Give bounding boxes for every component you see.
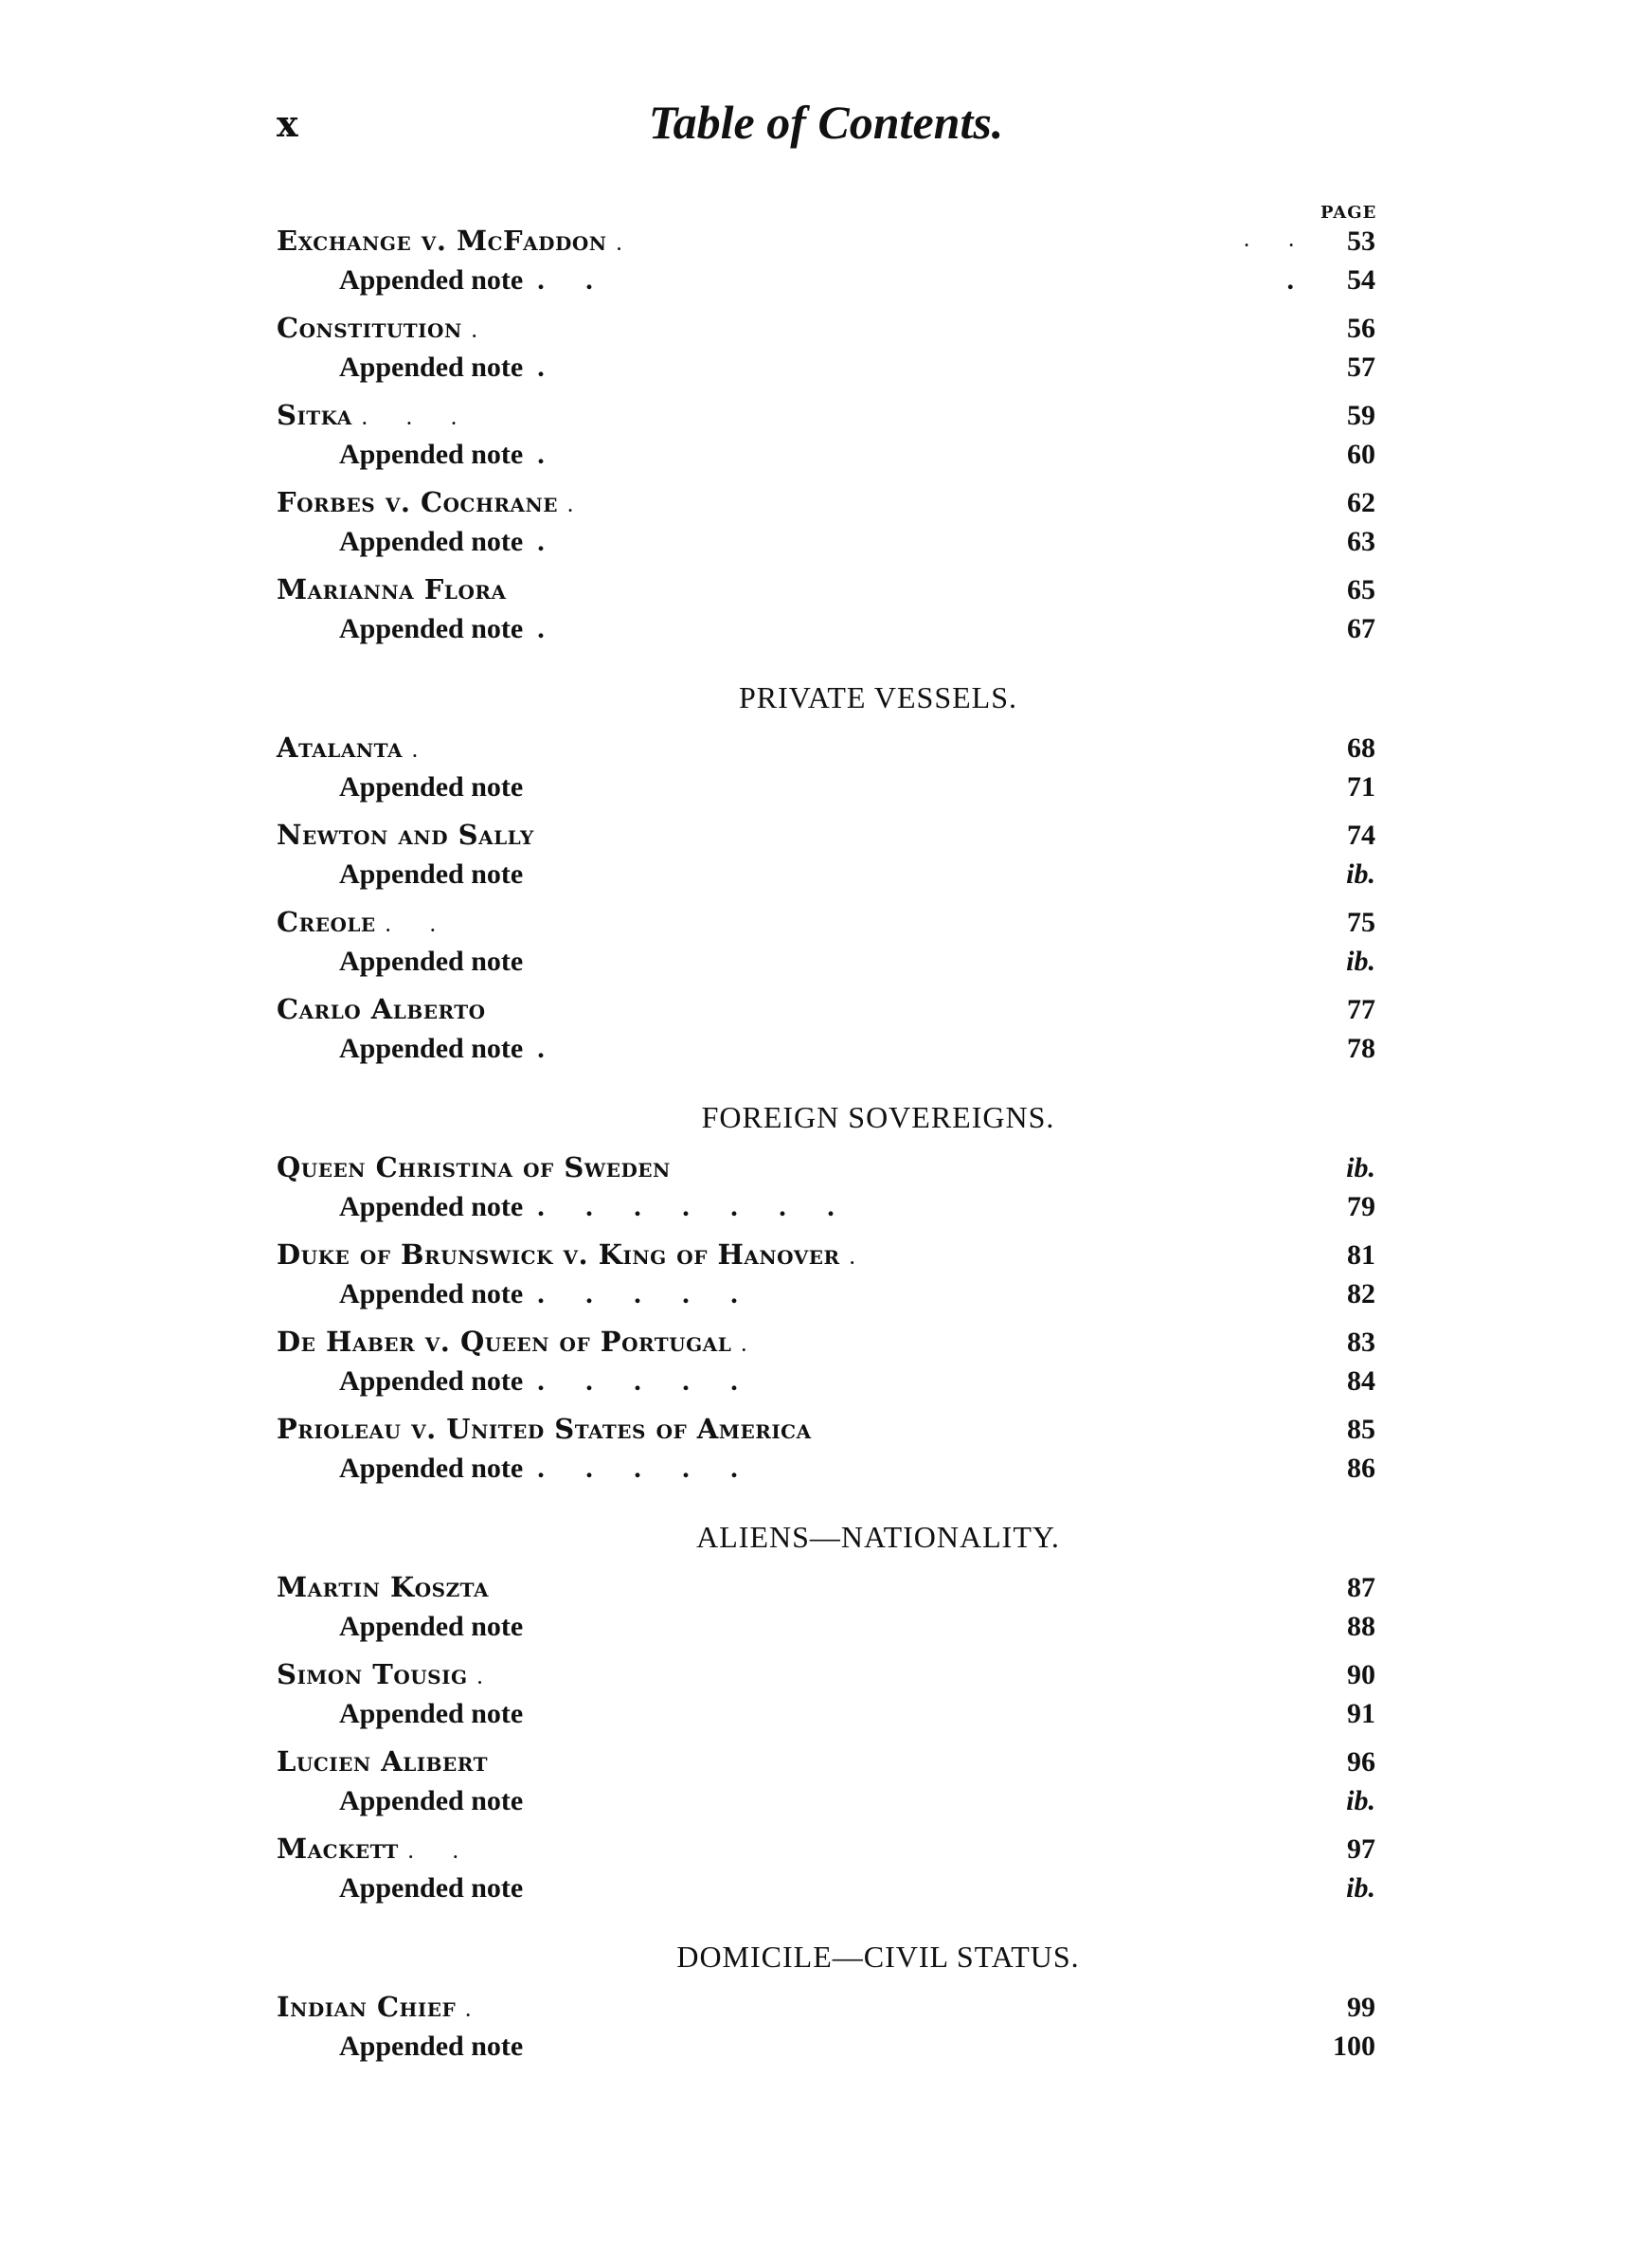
- appended-note-line: [277, 1781, 1385, 1820]
- case-title: Martin Koszta: [277, 1571, 489, 1603]
- dot-leader: .: [476, 1670, 500, 1688]
- page-number: 56: [1347, 313, 1375, 344]
- toc-entry: [277, 1323, 1385, 1400]
- page-number: 86: [1347, 1453, 1375, 1484]
- dot-leader: .: [537, 1033, 562, 1064]
- page-number: ib.: [1346, 858, 1375, 890]
- dot-leader: .: [412, 743, 435, 761]
- case-line: [277, 1742, 1385, 1781]
- appended-note-line: [277, 942, 1385, 981]
- appended-note-line: [277, 1187, 1385, 1226]
- appended-note-label: Appended note: [339, 1785, 524, 1816]
- page-number: 99: [1347, 1992, 1375, 2023]
- appended-note-label: Appended note: [339, 858, 524, 890]
- dot-leader: . . .: [361, 410, 474, 428]
- appended-note-label: Appended note: [339, 2031, 524, 2062]
- page-number: 65: [1347, 574, 1375, 605]
- page-number: 63: [1347, 526, 1375, 557]
- page-number: 91: [1347, 1698, 1375, 1729]
- page-number: 79: [1347, 1191, 1375, 1222]
- page-number: 62: [1347, 487, 1375, 518]
- toc-entry: [277, 1830, 1385, 1907]
- toc-entry: [277, 816, 1385, 894]
- appended-note-line: [277, 348, 1385, 387]
- appended-note-line: [277, 522, 1385, 561]
- page-number: 96: [1347, 1746, 1375, 1778]
- page-number: 74: [1347, 820, 1375, 851]
- section-heading: PRIVATE VESSELS.: [739, 680, 1017, 714]
- case-title: Exchange v. McFaddon: [277, 225, 607, 257]
- appended-note-label: Appended note: [339, 771, 524, 803]
- dot-leader: . .: [385, 917, 453, 935]
- section-heading: FOREIGN SOVEREIGNS.: [701, 1100, 1055, 1134]
- page-number: 67: [1347, 613, 1375, 644]
- page-column-label: PAGE: [1320, 203, 1377, 223]
- case-line: [277, 309, 1385, 348]
- page-title: Table of Contents.: [648, 96, 1004, 149]
- page-number: 53: [1347, 226, 1375, 257]
- dot-leader: .: [616, 236, 639, 254]
- dot-leader: . .: [407, 1844, 476, 1862]
- case-title: Duke of Brunswick v. King of Hanover: [277, 1238, 840, 1271]
- section-heading: ALIENS—NATIONALITY.: [696, 1520, 1060, 1554]
- table-of-contents: [277, 222, 1385, 2075]
- page-numeral: x: [277, 102, 299, 145]
- appended-note-line: [277, 261, 1385, 299]
- page-number: ib.: [1346, 1152, 1375, 1183]
- page-number: ib.: [1346, 1872, 1375, 1904]
- page-number: 57: [1347, 352, 1375, 383]
- case-line: [277, 990, 1385, 1029]
- page-number: 68: [1347, 732, 1375, 764]
- page-number: 85: [1347, 1414, 1375, 1445]
- appended-note-label: Appended note: [339, 1698, 524, 1729]
- case-line: [277, 1410, 1385, 1449]
- case-title: Forbes v. Cochrane: [277, 486, 559, 518]
- dot-leader: .: [849, 1250, 872, 1268]
- dot-leader: . .: [1244, 232, 1311, 250]
- page-number: 97: [1347, 1833, 1375, 1865]
- toc-entry: [277, 903, 1385, 981]
- toc-entry: [277, 1410, 1385, 1488]
- appended-note-label: Appended note: [339, 1191, 524, 1222]
- dot-leader: . .: [537, 264, 610, 296]
- appended-note-line: [277, 767, 1385, 806]
- case-title: Atalanta: [277, 731, 403, 764]
- toc-entry: [277, 1236, 1385, 1313]
- appended-note-line: [277, 1694, 1385, 1733]
- toc-entry: [277, 570, 1385, 648]
- case-line: [277, 729, 1385, 767]
- appended-note-label: Appended note: [339, 1278, 524, 1309]
- case-title: Queen Christina of Sweden: [277, 1151, 671, 1183]
- dot-leader: .: [465, 2002, 488, 2020]
- case-line: [277, 1988, 1385, 2027]
- appended-note-label: Appended note: [339, 1453, 524, 1484]
- case-title: Prioleau v. United States of America: [277, 1413, 812, 1445]
- appended-note-line: [277, 1449, 1385, 1488]
- page-number: 81: [1347, 1239, 1375, 1271]
- appended-note-label: Appended note: [339, 352, 524, 383]
- case-title: Creole: [277, 906, 376, 938]
- page-number: 100: [1333, 2031, 1375, 2062]
- page-number: 60: [1347, 439, 1375, 470]
- page-number: 84: [1347, 1365, 1375, 1397]
- case-line: [277, 1568, 1385, 1607]
- case-line: [277, 1830, 1385, 1869]
- appended-note-label: Appended note: [339, 526, 524, 557]
- appended-note-line: [277, 609, 1385, 648]
- page-number: 88: [1347, 1611, 1375, 1642]
- case-title: Indian Chief: [277, 1991, 457, 2023]
- case-line: [277, 1323, 1385, 1362]
- toc-entry: [277, 483, 1385, 561]
- case-title: Carlo Alberto: [277, 993, 486, 1025]
- page-number: 75: [1347, 907, 1375, 938]
- dot-leader: .: [1286, 264, 1311, 296]
- page-number: 78: [1347, 1033, 1375, 1064]
- dot-leader: . . . . .: [537, 1278, 755, 1309]
- page-number: ib.: [1346, 1785, 1375, 1816]
- appended-note-label: Appended note: [339, 1611, 524, 1642]
- appended-note-line: [277, 435, 1385, 474]
- dot-leader: .: [537, 439, 562, 470]
- case-title: Constitution: [277, 312, 462, 344]
- case-title: Lucien Alibert: [277, 1745, 488, 1778]
- toc-entry: [277, 1742, 1385, 1820]
- dot-leader: .: [471, 323, 494, 341]
- dot-leader: . . . . .: [537, 1453, 755, 1484]
- toc-entry: [277, 1148, 1385, 1226]
- case-title: Sitka: [277, 399, 352, 431]
- case-title: De Haber v. Queen of Portugal: [277, 1326, 732, 1358]
- toc-entry: [277, 990, 1385, 1068]
- dot-leader: .: [537, 613, 562, 644]
- appended-note-line: [277, 1274, 1385, 1313]
- appended-note-label: Appended note: [339, 1365, 524, 1397]
- toc-entry: [277, 396, 1385, 474]
- toc-entry: [277, 222, 1385, 299]
- page-number: 87: [1347, 1572, 1375, 1603]
- case-line: [277, 1655, 1385, 1694]
- dot-leader: .: [567, 497, 590, 515]
- case-line: [277, 1236, 1385, 1274]
- page-number: 59: [1347, 400, 1375, 431]
- toc-entry: [277, 1988, 1385, 2066]
- case-line: [277, 903, 1385, 942]
- case-line: [277, 570, 1385, 609]
- dot-leader: . . . . .: [537, 1365, 755, 1397]
- case-title: Marianna Flora: [277, 573, 507, 605]
- toc-entry: [277, 1568, 1385, 1646]
- page-number: 82: [1347, 1278, 1375, 1309]
- appended-note-label: Appended note: [339, 1872, 524, 1904]
- appended-note-label: Appended note: [339, 946, 524, 977]
- appended-note-line: [277, 2027, 1385, 2066]
- case-line: [277, 396, 1385, 435]
- case-title: Simon Tousig: [277, 1658, 468, 1690]
- case-line: [277, 222, 1385, 261]
- appended-note-label: Appended note: [339, 439, 524, 470]
- dot-leader: .: [537, 526, 562, 557]
- toc-entry: [277, 729, 1385, 806]
- appended-note-label: Appended note: [339, 613, 524, 644]
- case-line: [277, 483, 1385, 522]
- appended-note-line: [277, 855, 1385, 894]
- page-number: ib.: [1346, 946, 1375, 977]
- appended-note-label: Appended note: [339, 264, 524, 296]
- toc-entry: [277, 1655, 1385, 1733]
- case-title: Mackett: [277, 1833, 399, 1865]
- case-line: [277, 1148, 1385, 1187]
- page-number: 77: [1347, 994, 1375, 1025]
- appended-note-line: [277, 1029, 1385, 1068]
- page-number: 83: [1347, 1327, 1375, 1358]
- dot-leader: .: [741, 1337, 764, 1355]
- dot-leader: . . . . . . .: [537, 1191, 852, 1222]
- appended-note-label: Appended note: [339, 1033, 524, 1064]
- appended-note-line: [277, 1869, 1385, 1907]
- appended-note-line: [277, 1362, 1385, 1400]
- dot-leader: .: [537, 352, 562, 383]
- page-number: 54: [1347, 264, 1375, 296]
- page-number: 90: [1347, 1659, 1375, 1690]
- case-line: [277, 816, 1385, 855]
- toc-entry: [277, 309, 1385, 387]
- appended-note-line: [277, 1607, 1385, 1646]
- case-title: Newton and Sally: [277, 819, 534, 851]
- page-number: 71: [1347, 771, 1375, 803]
- section-heading: DOMICILE—CIVIL STATUS.: [676, 1940, 1080, 1974]
